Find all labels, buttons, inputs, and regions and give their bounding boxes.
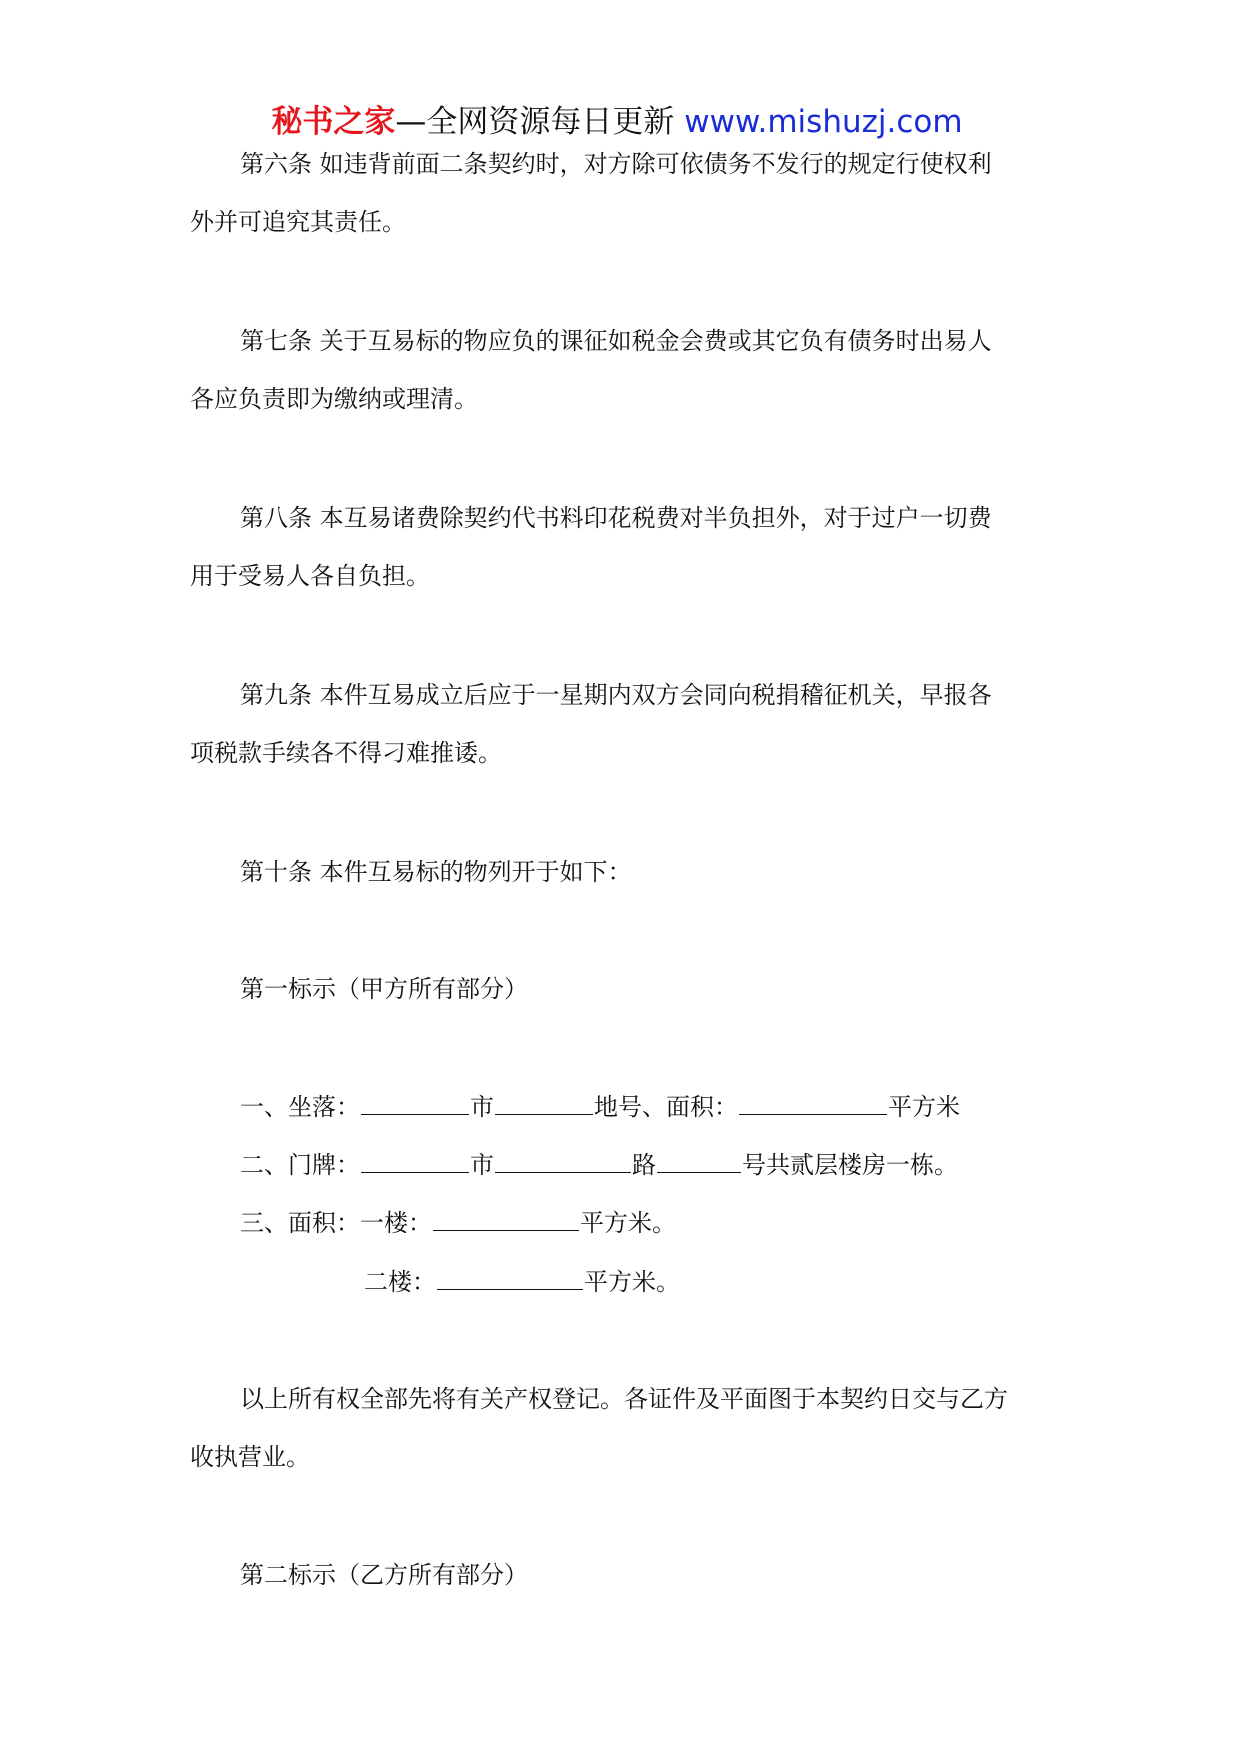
page-header bbox=[0, 102, 1234, 142]
floor-1-area-unit: 平方米。 bbox=[580, 1209, 676, 1237]
doorplate-city-blank bbox=[361, 1148, 469, 1173]
article-8-line-1: 第八条 本互易诸费除契约代书料印花税费对半负担外，对于过户一切费 bbox=[240, 504, 992, 532]
article-10: 第十条 本件互易标的物列开于如下： bbox=[240, 858, 632, 886]
closing-line-2: 收执营业。 bbox=[190, 1443, 310, 1471]
schedule-1-title: 第一标示（甲方所有部分） bbox=[240, 975, 528, 1003]
floor-2-label: 二楼： bbox=[364, 1268, 436, 1296]
doorplate-label: 二、门牌： bbox=[240, 1151, 360, 1179]
doorplate-row bbox=[240, 1148, 958, 1181]
location-label: 一、坐落： bbox=[240, 1093, 360, 1121]
doorplate-city-suffix: 市 bbox=[470, 1151, 494, 1179]
area-row-1 bbox=[240, 1206, 676, 1239]
location-lot-blank bbox=[495, 1090, 593, 1115]
header-tagline: —全网资源每日更新 bbox=[395, 104, 675, 140]
article-7-line-1: 第七条 关于互易标的物应负的课征如税金会费或其它负有债务时出易人 bbox=[240, 327, 992, 355]
article-7-line-2: 各应负责即为缴纳或理清。 bbox=[190, 385, 478, 413]
article-6-line-1: 第六条 如违背前面二条契约时，对方除可依债务不发行的规定行使权利 bbox=[240, 150, 992, 178]
area-label: 三、面积：一楼： bbox=[240, 1209, 432, 1237]
floor-2-area-unit: 平方米。 bbox=[584, 1268, 680, 1296]
floor-2-area-blank bbox=[437, 1265, 583, 1290]
doorplate-road-blank bbox=[495, 1148, 631, 1173]
article-9-line-1: 第九条 本件互易成立后应于一星期内双方会同向税捐稽征机关，早报各 bbox=[240, 681, 992, 709]
brand-name: 秘书之家 bbox=[271, 104, 396, 140]
location-city-suffix: 市 bbox=[470, 1093, 494, 1121]
area-row-2 bbox=[364, 1265, 680, 1298]
article-8-line-2: 用于受易人各自负担。 bbox=[190, 562, 430, 590]
article-9-line-2: 项税款手续各不得刁难推诿。 bbox=[190, 739, 502, 767]
location-row bbox=[240, 1090, 960, 1123]
location-lot-label: 地号、面积： bbox=[594, 1093, 738, 1121]
schedule-2-title: 第二标示（乙方所有部分） bbox=[240, 1561, 528, 1589]
doorplate-road-suffix: 路 bbox=[632, 1151, 656, 1179]
doorplate-tail: 号共贰层楼房一栋。 bbox=[742, 1151, 958, 1179]
location-city-blank bbox=[361, 1090, 469, 1115]
location-area-unit: 平方米 bbox=[888, 1093, 960, 1121]
article-6-line-2: 外并可追究其责任。 bbox=[190, 208, 406, 236]
location-area-blank bbox=[739, 1090, 887, 1115]
closing-line-1: 以上所有权全部先将有关产权登记。各证件及平面图于本契约日交与乙方 bbox=[240, 1385, 1008, 1413]
floor-1-area-blank bbox=[433, 1206, 579, 1231]
site-link[interactable]: www.mishuzj.com bbox=[684, 104, 963, 140]
doorplate-number-blank bbox=[657, 1148, 741, 1173]
